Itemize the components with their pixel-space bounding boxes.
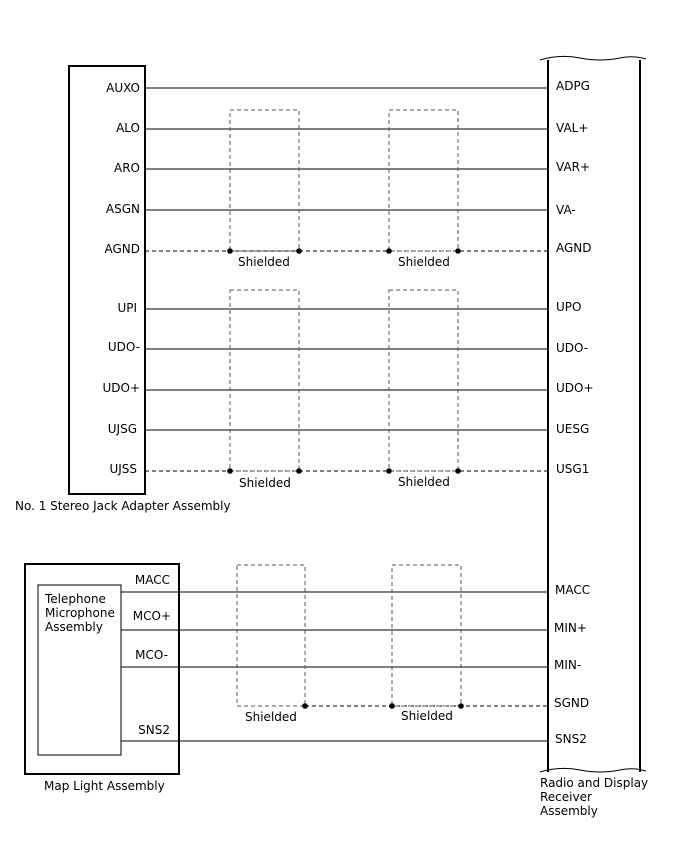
- pin-auxo: AUXO: [106, 81, 140, 95]
- ml-pin-mco-plus: MCO+: [132, 609, 171, 623]
- microphone-label-line-2: Microphone: [45, 606, 115, 620]
- shield-3a: [237, 565, 305, 706]
- rx-pin-var-plus: VAR+: [556, 160, 591, 174]
- microphone-label-line-3: Assembly: [45, 620, 103, 634]
- receiver-label-line-2: Receiver: [540, 790, 592, 804]
- stereo-jack-label: No. 1 Stereo Jack Adapter Assembly: [15, 499, 231, 513]
- top-group-wires: [145, 88, 548, 251]
- rx-pin-uesg: UESG: [556, 422, 590, 436]
- pin-udo-plus: UDO+: [102, 381, 140, 395]
- pin-ujss: UJSS: [109, 462, 137, 476]
- junction-dot: [296, 248, 302, 254]
- rx-pin-adpg: ADPG: [556, 79, 590, 93]
- junction-dot: [455, 468, 461, 474]
- junction-dot: [455, 248, 461, 254]
- shield-1a: [230, 110, 299, 251]
- microphone-label-line-1: Telephone: [45, 592, 106, 606]
- rx-pin-macc: MACC: [555, 583, 591, 597]
- shielded-label: Shielded: [401, 709, 453, 723]
- pin-asgn: ASGN: [105, 202, 140, 216]
- rx-pin-va-minus: VA-: [556, 203, 576, 217]
- ml-pin-macc: MACC: [134, 573, 170, 587]
- junction-dot: [386, 248, 392, 254]
- map-light-label: Map Light Assembly: [44, 779, 165, 793]
- rx-pin-usg1: USG1: [556, 462, 590, 476]
- shielded-label: Shielded: [239, 476, 291, 490]
- junction-dot: [389, 703, 395, 709]
- shield-2b: [389, 290, 458, 471]
- junction-dot: [458, 703, 464, 709]
- pin-aro: ARO: [114, 161, 140, 175]
- ml-pin-mco-minus: MCO-: [135, 648, 168, 662]
- pin-agnd: AGND: [104, 242, 140, 256]
- shield-1b: [389, 110, 458, 251]
- junction-dot: [296, 468, 302, 474]
- receiver-label-line-1: Radio and Display: [540, 776, 649, 790]
- shielded-label: Shielded: [398, 475, 450, 489]
- bottom-group-wires: [121, 592, 548, 741]
- junction-dot: [227, 248, 233, 254]
- shielded-label: Shielded: [398, 255, 450, 269]
- rx-pin-min-minus: MIN-: [554, 658, 582, 672]
- rx-pin-agnd: AGND: [556, 241, 592, 255]
- rx-pin-sgnd: SGND: [554, 696, 590, 710]
- rx-pin-udo-plus: UDO+: [556, 381, 594, 395]
- rx-pin-sns2: SNS2: [555, 732, 587, 746]
- middle-group-wires: [145, 309, 548, 471]
- rx-pin-upo: UPO: [556, 300, 582, 314]
- shield-2a: [230, 290, 299, 471]
- shielded-label: Shielded: [245, 710, 297, 724]
- junction-dot: [386, 468, 392, 474]
- shielded-label: Shielded: [238, 255, 290, 269]
- rx-pin-min-plus: MIN+: [554, 621, 587, 635]
- rx-pin-udo-minus: UDO-: [556, 341, 589, 355]
- junction-dot: [227, 468, 233, 474]
- pin-alo: ALO: [116, 121, 140, 135]
- receiver-break-top: [540, 56, 646, 60]
- rx-pin-val-plus: VAL+: [556, 121, 589, 135]
- pin-udo-minus: UDO-: [107, 340, 140, 354]
- junction-dot: [302, 703, 308, 709]
- receiver-label-line-3: Assembly: [540, 804, 598, 818]
- pin-upi: UPI: [117, 301, 137, 315]
- ml-pin-sns2: SNS2: [138, 723, 170, 737]
- pin-ujsg: UJSG: [107, 422, 137, 436]
- shield-3b: [392, 565, 461, 706]
- receiver-break-bottom: [540, 768, 646, 772]
